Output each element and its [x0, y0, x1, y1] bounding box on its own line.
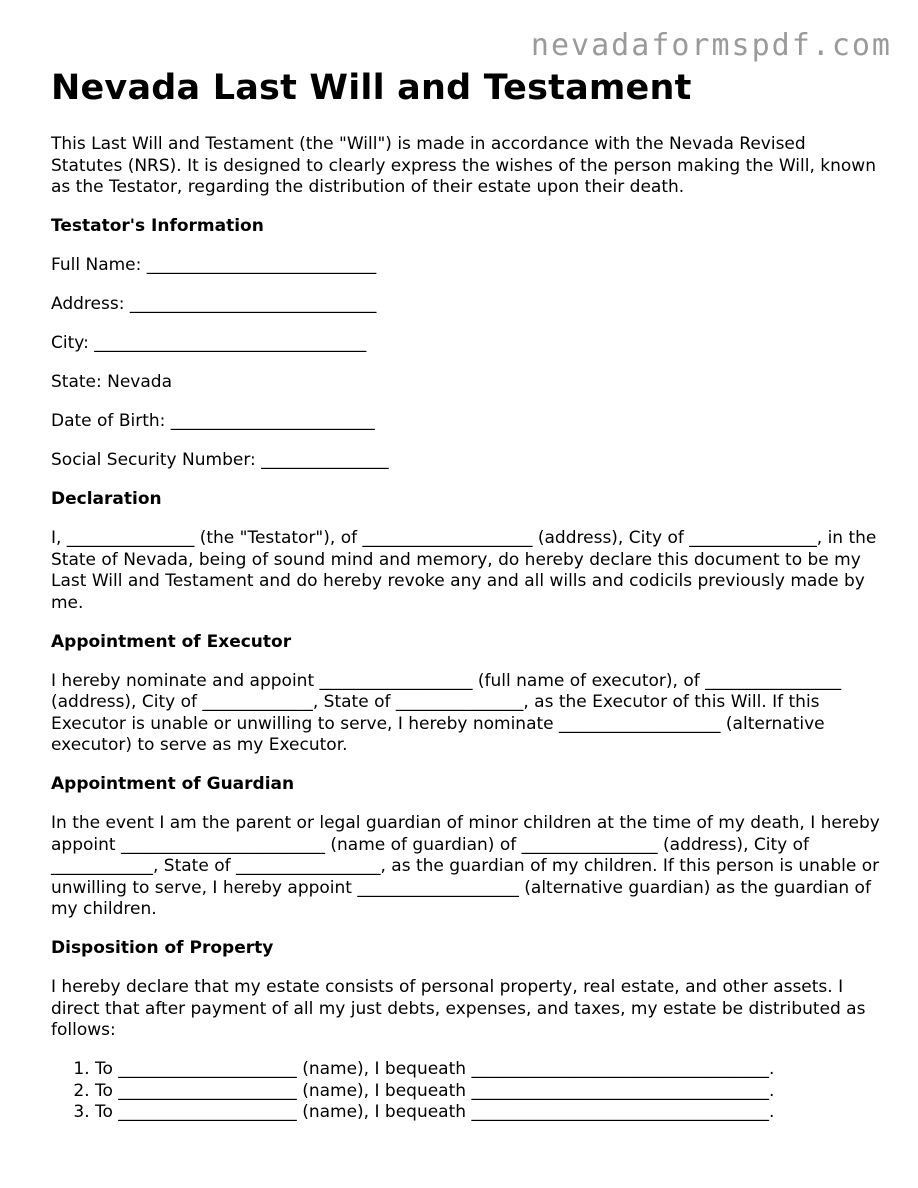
declaration-text: I, _______________ (the "Testator"), of ____________________ (address), City of _______________, in the State of Nevada, being of sound mind and memory, do hereby declare this document to be my Last Will and Testament and do hereby revoke any and all wills and codicils previously made by me. — [51, 528, 877, 613]
list-item: 1. To _____________________ (name), I bequeath ___________________________________. — [95, 1059, 881, 1081]
full-name-field: Full Name: ___________________________ — [51, 255, 377, 275]
watermark: nevadaformspdf.com — [530, 28, 892, 63]
intro-paragraph: This Last Will and Testament (the "Will") is made in accordance with the Nevada Revised Statutes (NRS). It is designed to clearly express the wishes of the person making the Will, known as the Testator, regarding the distribution of their estate upon their death. — [51, 134, 876, 197]
ssn-field: Social Security Number: _______________ — [51, 450, 389, 470]
declaration-heading: Declaration — [51, 489, 162, 509]
guardian-heading: Appointment of Guardian — [51, 774, 295, 794]
list-item: 2. To _____________________ (name), I bequeath ___________________________________. — [95, 1081, 881, 1103]
dob-field: Date of Birth: ________________________ — [51, 411, 375, 431]
testator-heading: Testator's Information — [51, 216, 264, 236]
address-field: Address: _____________________________ — [51, 294, 377, 314]
property-text: I hereby declare that my estate consists of personal property, real estate, and other assets. I direct that after payment of all my just debts, expenses, and taxes, my estate be distributed as follows: — [51, 977, 866, 1040]
document-page — [51, 64, 881, 1124]
bequest-list — [51, 1059, 881, 1124]
guardian-text: In the event I am the parent or legal guardian of minor children at the time of my death, I hereby appoint ________________________ (name of guardian) of ________________ (address), City of ____________, State of _________________, as the guardian of my children. If this person is unable or unwilling to serve, I hereby appoint ___________________ (alternative guardian) as the guardian of my children. — [51, 813, 880, 919]
list-item: 3. To _____________________ (name), I bequeath ___________________________________. — [95, 1102, 881, 1124]
property-heading: Disposition of Property — [51, 938, 274, 958]
page-title: Nevada Last Will and Testament — [51, 68, 692, 108]
executor-heading: Appointment of Executor — [51, 631, 292, 652]
state-field: State: Nevada — [51, 372, 172, 392]
city-field: City: ________________________________ — [51, 333, 367, 353]
executor-text: I hereby nominate and appoint __________________ (full name of executor), of ________________ (address), City of _____________, State of _______________, as the Executor of this Will. If this Executor is unable or unwilling to serve, I hereby nominate ___________________ (alternative executor) to serve as my Executor. — [51, 670, 842, 755]
